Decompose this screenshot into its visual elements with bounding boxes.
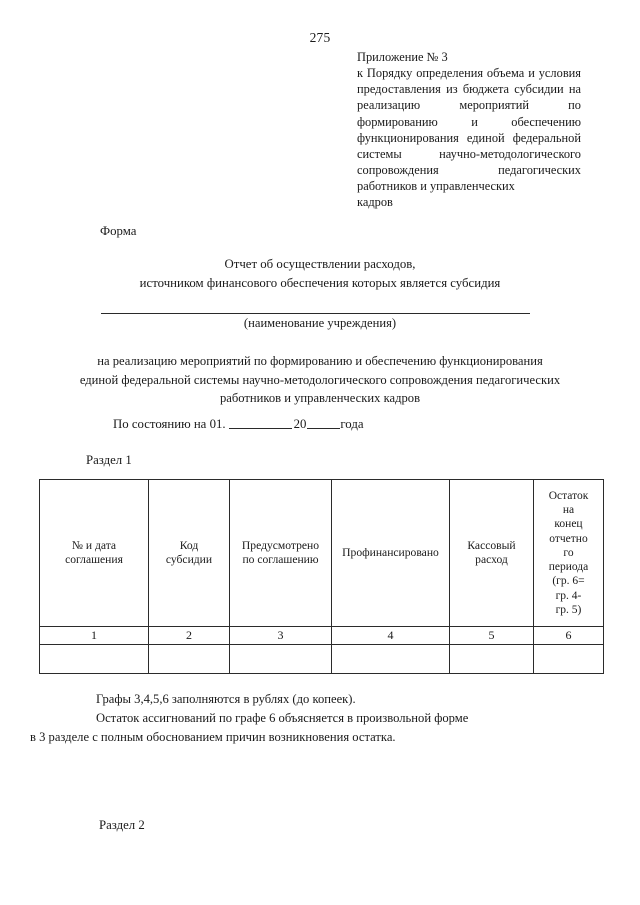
as-of-month-blank bbox=[229, 428, 292, 429]
table-row bbox=[40, 645, 604, 674]
column-number-cell: 3 bbox=[230, 627, 332, 645]
form-label: Форма bbox=[100, 224, 137, 238]
institution-name-rule bbox=[101, 313, 530, 314]
column-number-cell: 5 bbox=[450, 627, 534, 645]
table-header-remainder-end-of-period bbox=[534, 480, 604, 627]
table-cell[interactable] bbox=[450, 645, 534, 674]
page-number: 275 bbox=[309, 30, 331, 45]
table-cell[interactable] bbox=[149, 645, 230, 674]
header-line: на bbox=[562, 504, 575, 517]
appendix-reference-block bbox=[357, 49, 581, 211]
as-of-suffix: года bbox=[340, 417, 364, 431]
table-column-number-row bbox=[40, 627, 604, 645]
column-number-cell: 4 bbox=[332, 627, 450, 645]
header-line: Профинансировано bbox=[342, 545, 439, 559]
appendix-heading: Приложение № 3 bbox=[357, 50, 448, 64]
purpose-line-3: работников и управленческих кадров bbox=[219, 391, 421, 406]
header-line: (гр. 6= bbox=[552, 575, 585, 588]
purpose-paragraph bbox=[30, 352, 610, 408]
header-line: по соглашению bbox=[242, 553, 319, 566]
table-header-agreement-number-date bbox=[40, 480, 149, 627]
table-cell[interactable] bbox=[332, 645, 450, 674]
as-of-date-line bbox=[113, 417, 364, 432]
header-line: гр. 5) bbox=[555, 603, 582, 616]
as-of-year-blank bbox=[307, 428, 340, 429]
section-label-1: Раздел 1 bbox=[86, 453, 132, 467]
page-title bbox=[60, 255, 580, 293]
table-header-cash-expense bbox=[450, 480, 534, 627]
table-header-financed bbox=[332, 480, 450, 627]
page-title-line-1: Отчет об осуществлении расходов, bbox=[224, 257, 416, 271]
section-label-2: Раздел 2 bbox=[99, 818, 145, 832]
table-header-provided-by-agreement bbox=[230, 480, 332, 627]
table-header-row bbox=[40, 480, 604, 627]
header-line: гр. 4- bbox=[555, 589, 582, 602]
purpose-line-1: на реализацию мероприятий по формированию и обеспечению функционирования bbox=[97, 354, 543, 368]
header-line: го bbox=[563, 546, 574, 559]
note-line-3: в 3 разделе с полным обоснованием причин возникновения остатка. bbox=[30, 730, 396, 745]
purpose-line-2: единой федеральной системы научно-методологического сопровождения педагогических bbox=[79, 372, 561, 387]
as-of-year-prefix: 20 bbox=[293, 417, 307, 431]
header-line: соглашения bbox=[65, 553, 123, 566]
page-title-line-2: источником финансового обеспечения которых является субсидия bbox=[139, 276, 501, 290]
table-cell[interactable] bbox=[40, 645, 149, 674]
column-number-cell: 2 bbox=[149, 627, 230, 645]
note-line-2: Остаток ассигнований по графе 6 объясняется в произвольной форме bbox=[96, 711, 469, 726]
column-number-cell: 1 bbox=[40, 627, 149, 645]
header-line: Остаток bbox=[548, 490, 589, 503]
header-line: Код bbox=[179, 538, 199, 552]
header-line: периода bbox=[548, 561, 589, 574]
institution-name-caption: (наименование учреждения) bbox=[243, 316, 397, 330]
appendix-body-last-line: кадров bbox=[357, 195, 393, 210]
expenditure-report-table bbox=[39, 479, 604, 674]
header-line: субсидии bbox=[165, 553, 213, 566]
as-of-prefix: По состоянию на 01. bbox=[113, 417, 226, 431]
header-line: отчетно bbox=[549, 532, 588, 545]
header-line: Кассовый bbox=[467, 538, 516, 552]
header-line: конец bbox=[554, 518, 583, 531]
appendix-body: к Порядку определения объема и условия предоставления из бюджета субсидии на реализацию мероприятий по формированию и обеспечению функционирования единой федеральной системы научно-методологического сопровождения педагогических работников и управленческих bbox=[357, 66, 581, 194]
column-number-cell: 6 bbox=[534, 627, 604, 645]
table-notes bbox=[30, 690, 610, 748]
table-cell[interactable] bbox=[534, 645, 604, 674]
header-line: № и дата bbox=[71, 538, 117, 552]
header-line: Предусмотрено bbox=[241, 538, 320, 552]
table-header-subsidy-code bbox=[149, 480, 230, 627]
header-line: расход bbox=[475, 553, 508, 566]
note-line-1: Графы 3,4,5,6 заполняются в рублях (до копеек). bbox=[96, 692, 356, 706]
table-cell[interactable] bbox=[230, 645, 332, 674]
